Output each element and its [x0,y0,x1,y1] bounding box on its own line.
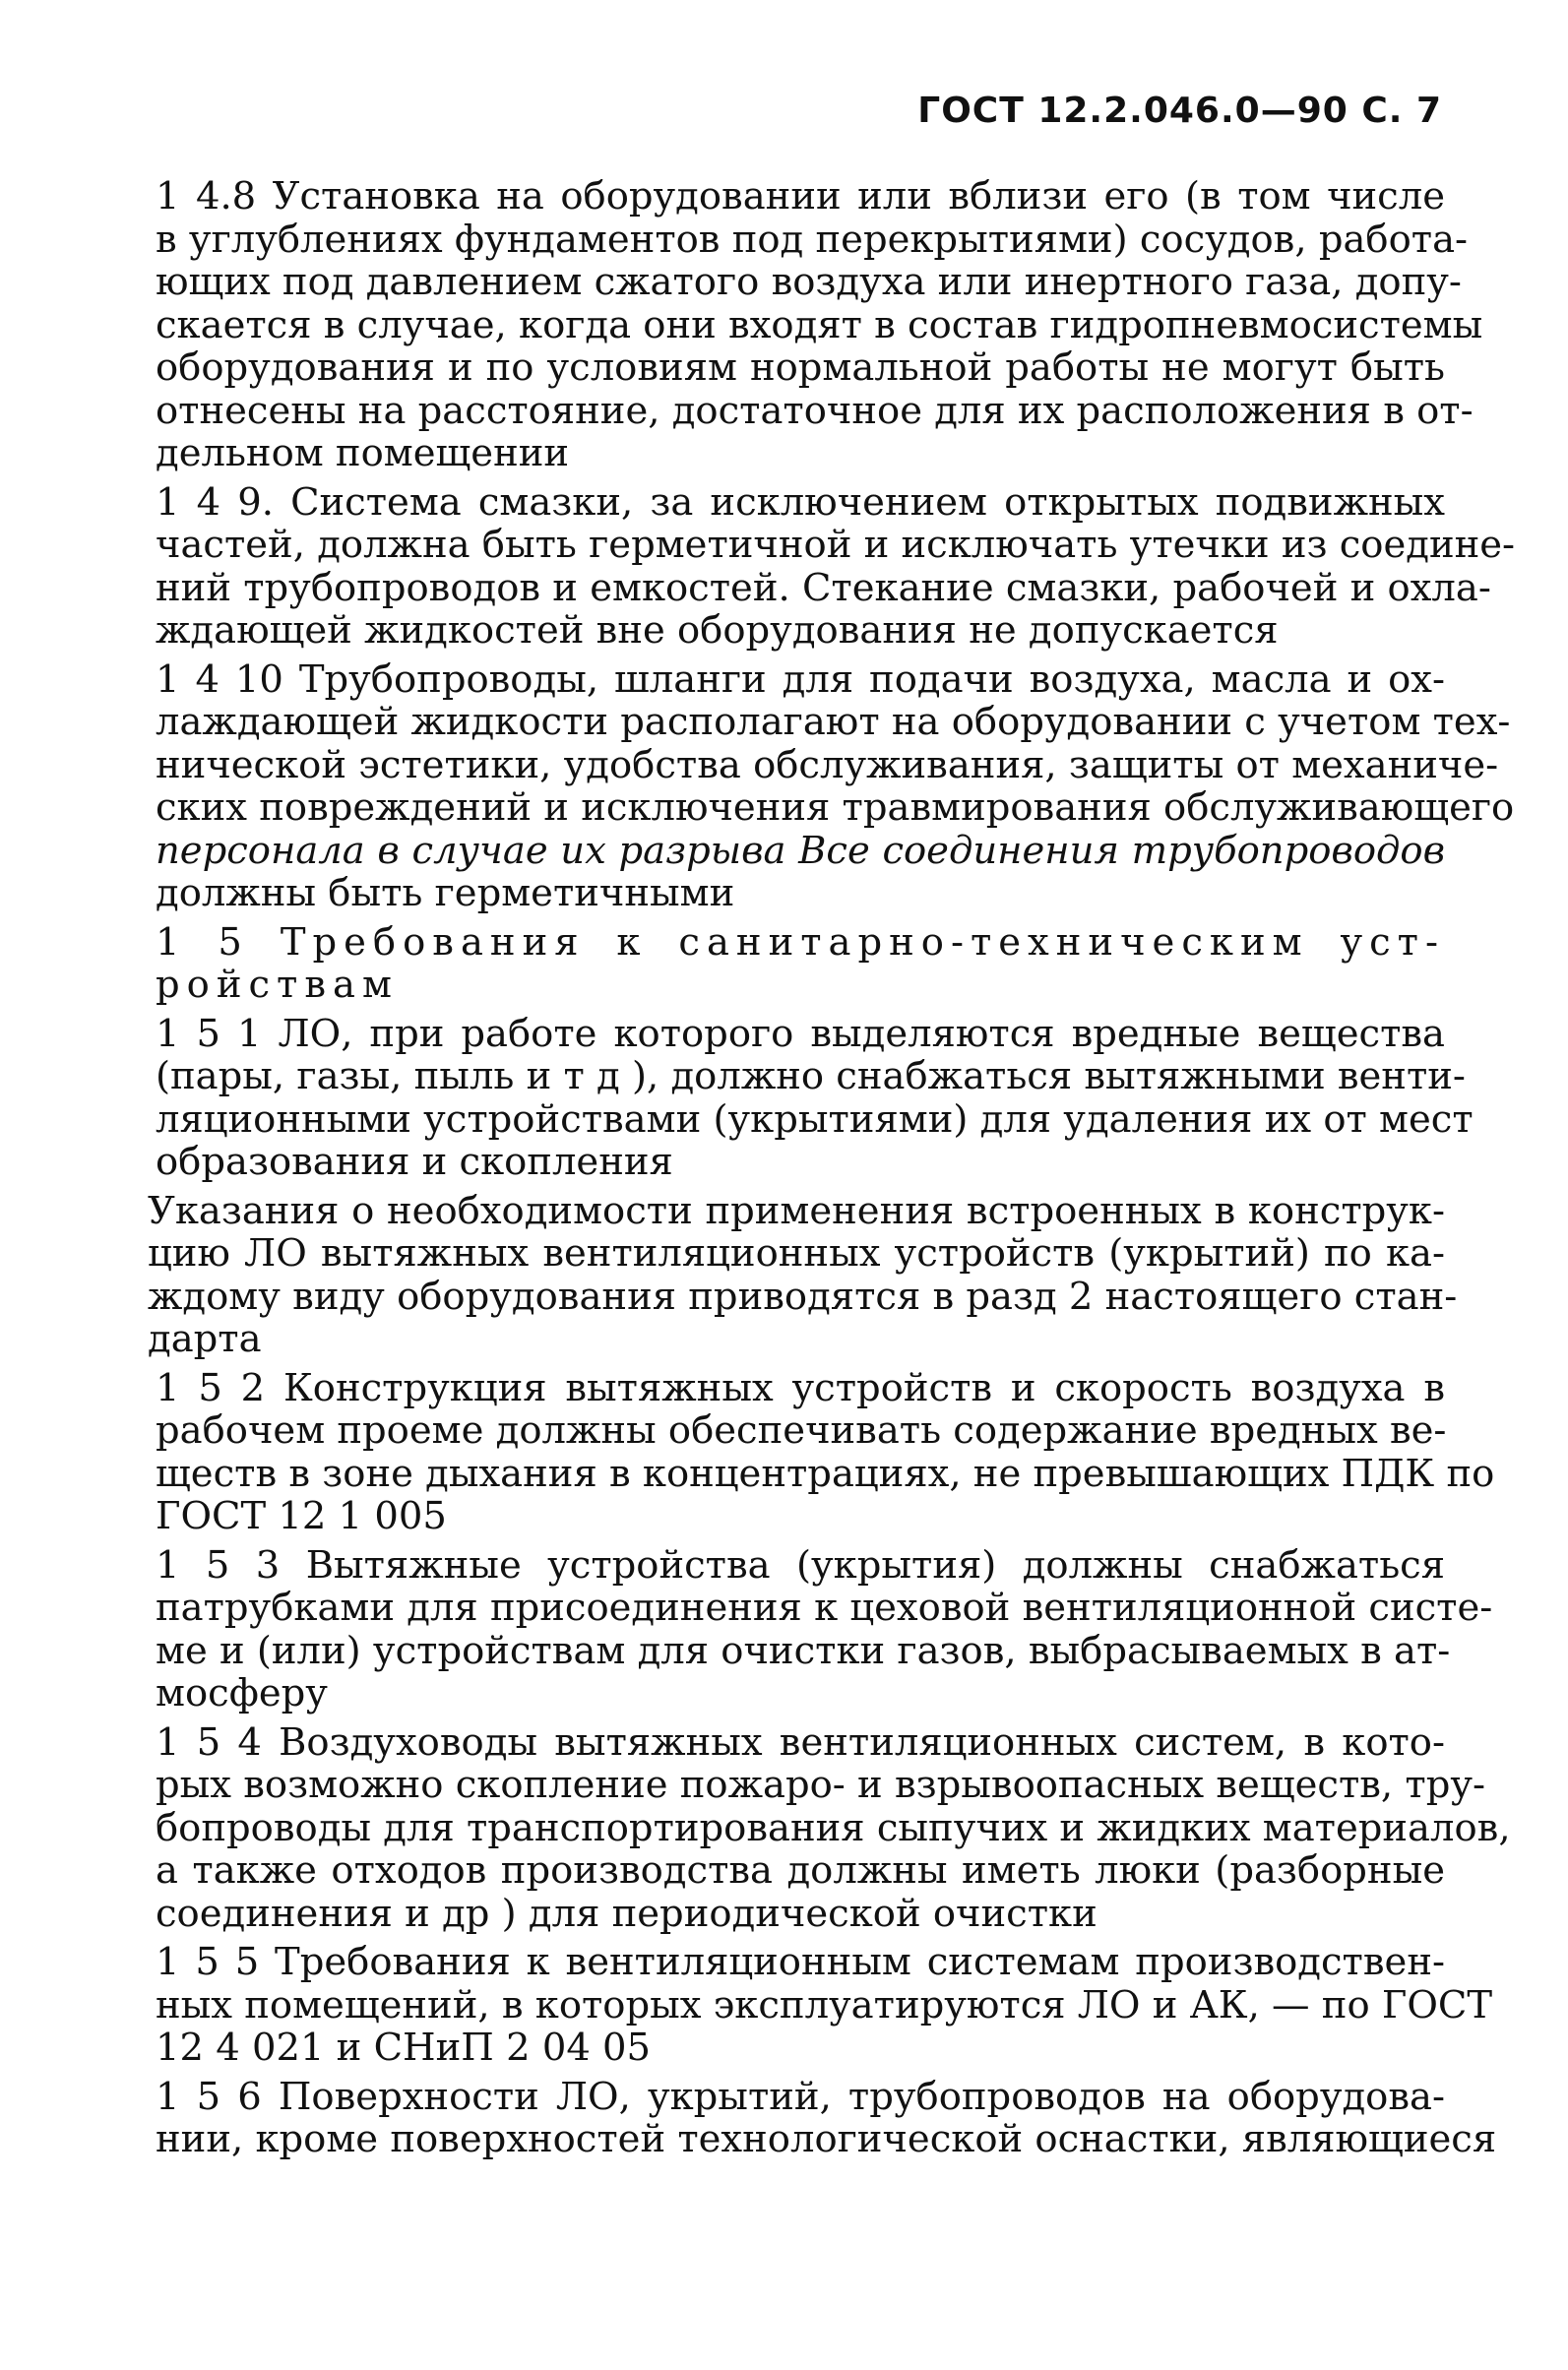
text-line: ных помещений, в которых эксплуатируются ЛО и АК, — по ГОСТ [156,1982,1493,2027]
text-line: образования и скопления [156,1140,673,1184]
clause-1-4-8 [148,174,1483,475]
text-line: 1 5 1 ЛО, при работе которого выделяются вредные вещества [156,1011,1445,1056]
text-line: 1 5 Требования к санитарно-техническим уст- [156,919,1445,965]
text-line: ройствам [156,963,399,1007]
text-line: Указания о необходимости применения встроенных в конструк- [148,1188,1445,1233]
text-line: ждающей жидкостей вне оборудования не допускается [156,608,1279,653]
text-line: 1 4 10 Трубопроводы, шланги для подачи воздуха, масла и ох- [156,656,1445,702]
clause-number: 1 5 2 [156,1365,266,1410]
clause-number: 1 5 4 [156,1719,262,1765]
text-line: ских повреждений и исключения травмирования обслуживающего [156,785,1515,830]
text-line: ме и (или) устройствам для очистки газов, выбрасываемых в ат- [156,1628,1451,1673]
clause-number: 1 5 [156,919,249,965]
text-line: соединения и др ) для периодической очистки [156,1891,1098,1936]
text-line: дельном помещении [156,431,570,475]
text-line: скается в случае, когда они входят в состав гидропневмосистемы [156,302,1483,347]
section-heading-1-5 [148,921,1445,1007]
text-line: патрубками для присоединения к цеховой вентиляционной систе- [156,1586,1493,1630]
text-line: ляционными устройствами (укрытиями) для удаления их от мест [156,1096,1474,1142]
clause-1-5-2 [148,1365,1495,1538]
text-line: (пары, газы, пыль и т д ), должно снабжаться вытяжными венти- [156,1054,1466,1098]
text-line: цию ЛО вытяжных вентиляционных устройств (укрытий) по ка- [148,1231,1445,1276]
text-line: рабочем проеме должны обеспечивать содержание вредных ве- [156,1408,1447,1453]
clause-1-4-10 [148,656,1515,915]
body-text [148,174,1516,2167]
clause-1-5-3 [148,1542,1493,1715]
text-line: в углублениях фундаментов под перекрытиями) сосудов, работа- [156,217,1469,262]
running-head: ГОСТ 12.2.046.0—90 С. 7 [917,91,1442,131]
clause-number: 1 4 9. [156,479,274,525]
text-line: 12 4 021 и СНиП 2 04 05 [156,2026,652,2070]
text-line: ГОСТ 12 1 005 [156,1494,447,1538]
text-line: 1 4 9. Система смазки, за исключением открытых подвижных [156,479,1446,525]
clause-1-5-4 [148,1719,1511,1936]
clause-1-4-9 [148,479,1516,653]
text-line: 1 5 4 Воздуховоды вытяжных вентиляционных систем, в кото- [156,1719,1445,1765]
text-line: рых возможно скопление пожаро- и взрывоопасных веществ, тру- [156,1763,1486,1807]
text-line: должны быть герметичными [156,871,735,915]
clause-number: 1 5 3 [156,1542,281,1588]
clause-number: 1 5 5 [156,1940,260,1984]
text-line: бопроводы для транспортирования сыпучих и жидких материалов, [156,1805,1511,1850]
clause-1-5-6 [148,2074,1497,2161]
text-line: 1 5 6 Поверхности ЛО, укрытий, трубопроводов на оборудова- [156,2074,1445,2119]
text-line: 1 5 2 Конструкция вытяжных устройств и скорость воздуха в [156,1365,1445,1410]
text-line: лаждающей жидкости располагают на оборудовании с учетом тех- [156,700,1511,744]
text-line: ний трубопроводов и емкостей. Стекание смазки, рабочей и охла- [156,565,1491,610]
text-line: нии, кроме поверхностей технологической оснастки, являющиеся [156,2117,1497,2161]
text-line: 1 5 5 Требования к вентиляционным системам производствен- [156,1940,1445,1984]
text-line: ществ в зоне дыхания в концентрациях, не превышающих ПДК по [156,1451,1495,1496]
clause-number: 1 5 6 [156,2074,262,2119]
clause-1-5-5 [148,1940,1493,2070]
text-line: нической эстетики, удобства обслуживания, защиты от механиче- [156,742,1499,787]
clause-number: 1 5 1 [156,1011,262,1056]
text-line-italic: персонала в случае их разрыва Все соединения трубопроводов [156,828,1445,873]
text-line: 1 4.8 Установка на оборудовании или вблизи его (в том числе [156,174,1445,218]
text-line: частей, должна быть герметичной и исключать утечки из соедине- [156,523,1516,567]
text-line: 1 5 3 Вытяжные устройства (укрытия) должны снабжаться [156,1542,1446,1588]
clause-number: 1 4.8 [156,174,257,218]
clause-number: 1 4 10 [156,656,283,702]
text-line: ждому виду оборудования приводятся в разд 2 настоящего стан- [148,1274,1458,1319]
note-paragraph [148,1188,1458,1361]
text-line: дарта [148,1317,262,1361]
clause-1-5-1 [148,1011,1474,1184]
text-line: ющих под давлением сжатого воздуха или инертного газа, допу- [156,260,1462,304]
text-line: а также отходов производства должны иметь люки (разборные [156,1848,1445,1893]
text-line: оборудования и по условиям нормальной работы не могут быть [156,345,1445,390]
text-line: отнесены на расстояние, достаточное для их расположения в от- [156,388,1474,433]
text-line: мосферу [156,1671,328,1715]
